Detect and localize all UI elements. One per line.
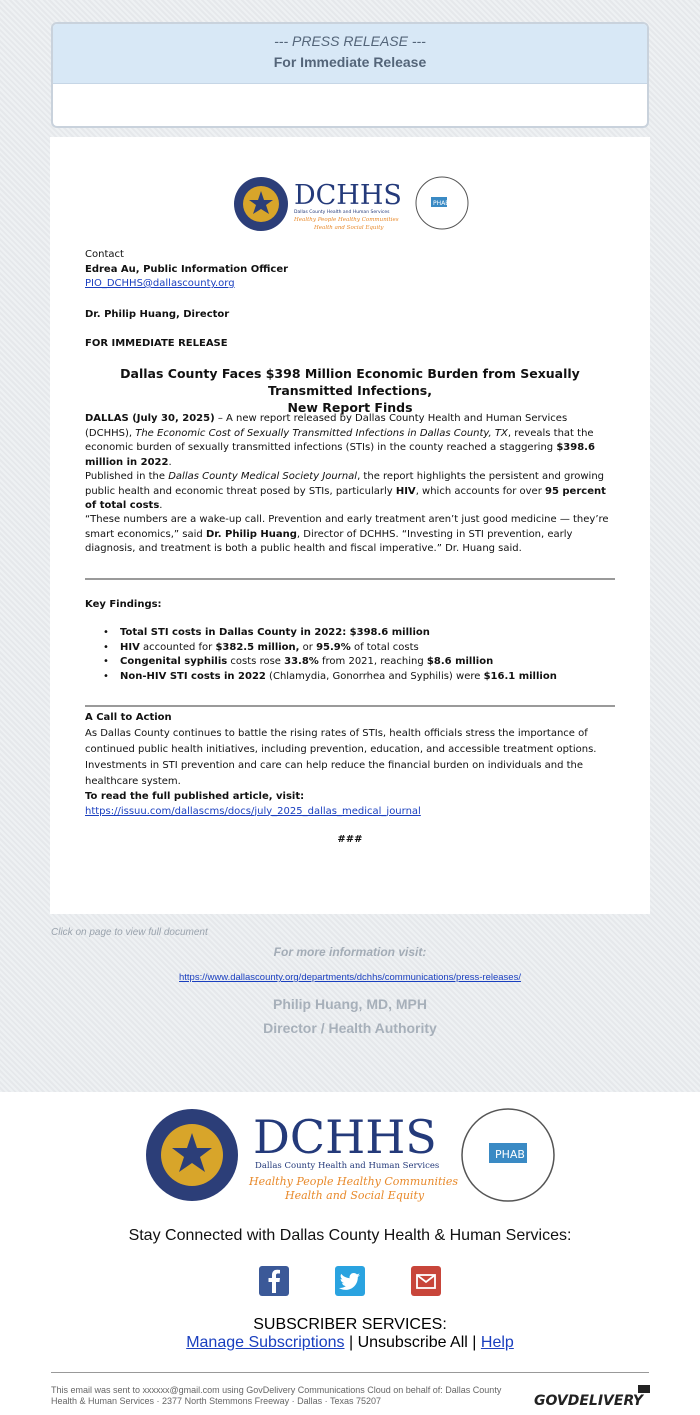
press-release-label: --- PRESS RELEASE --- [274,33,426,49]
immediate-release-text: FOR IMMEDIATE RELEASE [85,338,228,349]
contact-label: Contact [85,249,124,260]
click-note: Click on page to view full document [51,927,208,938]
key-findings-title: Key Findings: [85,599,162,610]
call-to-action: A Call to Action As Dallas County continues to battle the rising rates of STIs, health officials stress the importance of continued public health initiatives, including prevention, education, and accessible treatment options. Investments in STI prevention and care can help reduce the financial burden on individuals and the healthcare system. [85,712,597,787]
twitter-button[interactable] [335,1266,365,1296]
dchhs-subtitle: Dallas County Health and Human Services [294,210,390,215]
contact-block [85,248,615,292]
list-item: • HIV accounted for $382.5 million, or 95.9% of total costs [85,641,615,656]
list-item: • Total STI costs in Dallas County in 2022: $398.6 million [85,626,615,641]
paragraph-3-quote: “These numbers are a wake-up call. Prevention and early treatment aren’t just good medicine — they’re smart economics,” said Dr. Philip Huang, Director of DCHHS. “Investing in STI prevention, early diagnosis, and treatment is both a public health and fiscal imperative.” Dr. Huang said. [85,514,609,554]
list-item: • Non-HIV STI costs in 2022 (Chlamydia, Gonorrhea and Syphilis) were $16.1 million [85,670,615,685]
footer-fine-print: This email was sent to xxxxxx@gmail.com using GovDelivery Communications Cloud on behalf of: Dallas County Health & Human Services · 2377 North Stemmons Freeway · Dallas · Texas 75207 [51,1385,502,1406]
subscriber-links: Manage Subscriptions | Unsubscribe All | Help [186,1334,514,1351]
subscriber-services-title: SUBSCRIBER SERVICES: [253,1316,447,1333]
contact-email-link[interactable]: PIO_DCHHS@dallascounty.org [85,278,235,289]
email-icon [411,1266,441,1296]
phab-label: PHAB [495,1148,525,1161]
email-button[interactable] [411,1266,441,1296]
headline: Dallas County Faces $398 Million Economic Burden from Sexually Transmitted Infections, New Report Finds [120,366,580,415]
dchhs-tagline-2: Health and Social Equity [314,225,384,231]
stay-connected-text: Stay Connected with Dallas County Health & Human Services: [128,1227,572,1244]
footer-divider [51,1372,649,1373]
director-line: Dr. Philip Huang, Director [85,309,230,320]
paragraph-2: Published in the Dallas County Medical Society Journal, the report highlights the persistent and growing public health and economic threat posed by STIs, particularly HIV, which accounts for over 95 percent of total costs. [85,471,606,511]
unsubscribe-all-link[interactable]: Unsubscribe All [357,1334,468,1351]
govdelivery-logo[interactable] [534,1384,652,1410]
divider [85,578,615,580]
document-preview[interactable] [50,137,650,914]
article-link[interactable]: https://issuu.com/dallascms/docs/july_2025_dallas_medical_journal [85,805,421,817]
twitter-icon [335,1266,365,1296]
help-link[interactable]: Help [480,1334,514,1351]
facebook-button[interactable] [259,1266,289,1296]
more-info-label: For more information visit: [273,945,427,959]
contact-name: Edrea Au, Public Information Officer [85,263,289,275]
read-more-block: To read the full published article, visit: https://issuu.com/dallascms/docs/july_2025_dallas_medical_journal [85,791,421,817]
phab-label: PHAB [433,200,450,207]
dchhs-tagline-1: Healthy People Healthy Communities [249,1175,459,1188]
dchhs-tagline-1: Healthy People Healthy Communities [294,217,399,223]
manage-subscriptions-link[interactable]: Manage Subscriptions [186,1334,345,1351]
dchhs-logo-small [230,173,470,235]
dchhs-logo-large [145,1105,565,1205]
immediate-release-label: For Immediate Release [273,54,427,70]
press-release-banner [51,22,649,128]
signature-title: Director / Health Authority [263,1020,437,1036]
key-findings-list [85,626,615,684]
signature-name: Philip Huang, MD, MPH [273,996,427,1012]
dchhs-wordmark: DCHHS [294,180,402,211]
dchhs-tagline-2: Health and Social Equity [285,1189,425,1202]
end-mark: ### [337,834,363,845]
press-releases-link[interactable]: https://www.dallascounty.org/departments/dchhs/communications/press-releases/ [179,972,521,983]
list-item: • Congenital syphilis costs rose 33.8% from 2021, reaching $8.6 million [85,655,615,670]
dchhs-subtitle: Dallas County Health and Human Services [255,1161,440,1171]
paragraph-1: DALLAS (July 30, 2025) – A new report released by Dallas County Health and Human Services (DCHHS), The Economic Cost of Sexually Transmitted Infections in Dallas County, TX, reveals that the economic burden of sexually transmitted infections (STIs) in the county reached a staggering $398.6 million in 2022. [85,413,595,468]
envelope-icon [638,1385,650,1393]
govdelivery-wordmark: GOVDELIVERY [534,1393,644,1409]
divider [85,705,615,707]
facebook-icon [259,1266,289,1296]
dchhs-wordmark: DCHHS [253,1110,437,1164]
